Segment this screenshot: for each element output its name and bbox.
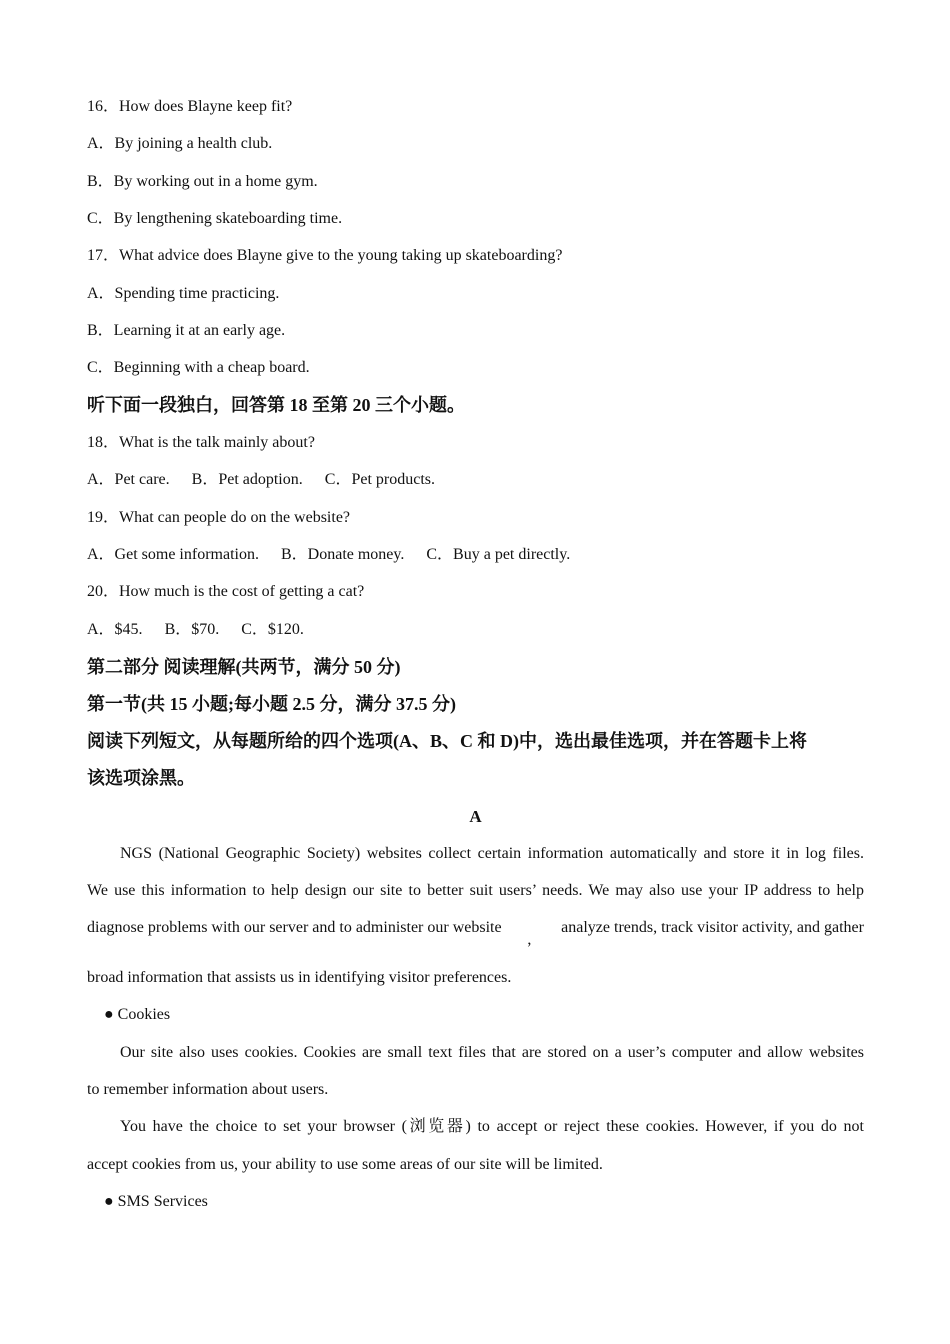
q17-question: 17．What advice does Blayne give to the young taking up skateboarding? [87, 247, 563, 264]
q20-question: 20．How much is the cost of getting a cat? [87, 583, 365, 600]
q19-options [87, 545, 864, 565]
passage-label: A [469, 807, 482, 826]
bullet-sms-services: ● SMS Services [104, 1193, 208, 1210]
q16-question: 16．How does Blayne keep fit? [87, 98, 293, 115]
part2-title: 第二部分 阅读理解(共两节，满分 50 分) [87, 657, 401, 677]
q18-option-c: C．Pet products. [324, 471, 435, 488]
instruction-line-2: 该选项涂黑。 [87, 768, 195, 788]
q19-question: 19．What can people do on the website? [87, 509, 351, 526]
q17-option-c: C．Beginning with a cheap board. [87, 359, 310, 376]
q18-option-a: A．Pet care. [87, 471, 170, 488]
q16-option-a: A．By joining a health club. [87, 135, 273, 152]
q20-option-a: A．$45. [87, 621, 143, 638]
q19-option-c: C．Buy a pet directly. [426, 546, 571, 563]
q17-option-a: A．Spending time practicing. [87, 285, 280, 302]
passage-p3-line-1: You have the choice to set your browser (浏览器) to accept or reject these cookies. However, if you do not [120, 1118, 864, 1135]
passage-p1-line-3a: diagnose problems with our server and to administer our website [87, 919, 502, 936]
section1-title: 第一节(共 15 小题;每小题 2.5 分，满分 37.5 分) [87, 694, 456, 714]
passage-p1-line-2: We use this information to help design our site to better suit users’ needs. We may also use your IP address to help [87, 882, 864, 899]
q20-option-b: B．$70. [164, 621, 220, 638]
q17-option-b: B．Learning it at an early age. [87, 322, 286, 339]
passage-p1-line-3b: analyze trends, track visitor activity, and gather [561, 919, 864, 936]
q18-question: 18．What is the talk mainly about? [87, 434, 315, 451]
q18-options [87, 470, 864, 490]
passage-p1-line-3-comma: , [527, 931, 532, 948]
passage-p1-line-1: NGS (National Geographic Society) websites collect certain information automatically and store it in log files. [120, 845, 864, 862]
passage-p2-line-1: Our site also uses cookies. Cookies are small text files that are stored on a user’s computer and allow websites [120, 1044, 864, 1061]
q16-option-b: B．By working out in a home gym. [87, 173, 318, 190]
q19-option-a: A．Get some information. [87, 546, 259, 563]
instruction-line-1: 阅读下列短文，从每题所给的四个选项(A、B、C 和 D)中，选出最佳选项，并在答题卡上将 [87, 731, 807, 751]
passage-p3-line-2: accept cookies from us, your ability to use some areas of our site will be limited. [87, 1156, 603, 1173]
passage-p1-line-4: broad information that assists us in identifying visitor preferences. [87, 969, 512, 986]
q20-options [87, 620, 864, 640]
bullet-cookies: ● Cookies [104, 1006, 171, 1023]
q16-option-c: C．By lengthening skateboarding time. [87, 210, 343, 227]
passage-p2-line-2: to remember information about users. [87, 1081, 329, 1098]
q18-option-b: B．Pet adoption. [191, 471, 303, 488]
q20-option-c: C．$120. [241, 621, 304, 638]
section-monologue-heading: 听下面一段独白，回答第 18 至第 20 三个小题。 [87, 395, 465, 415]
passage-p1-line-3 [87, 918, 864, 948]
q19-option-b: B．Donate money. [280, 546, 405, 563]
